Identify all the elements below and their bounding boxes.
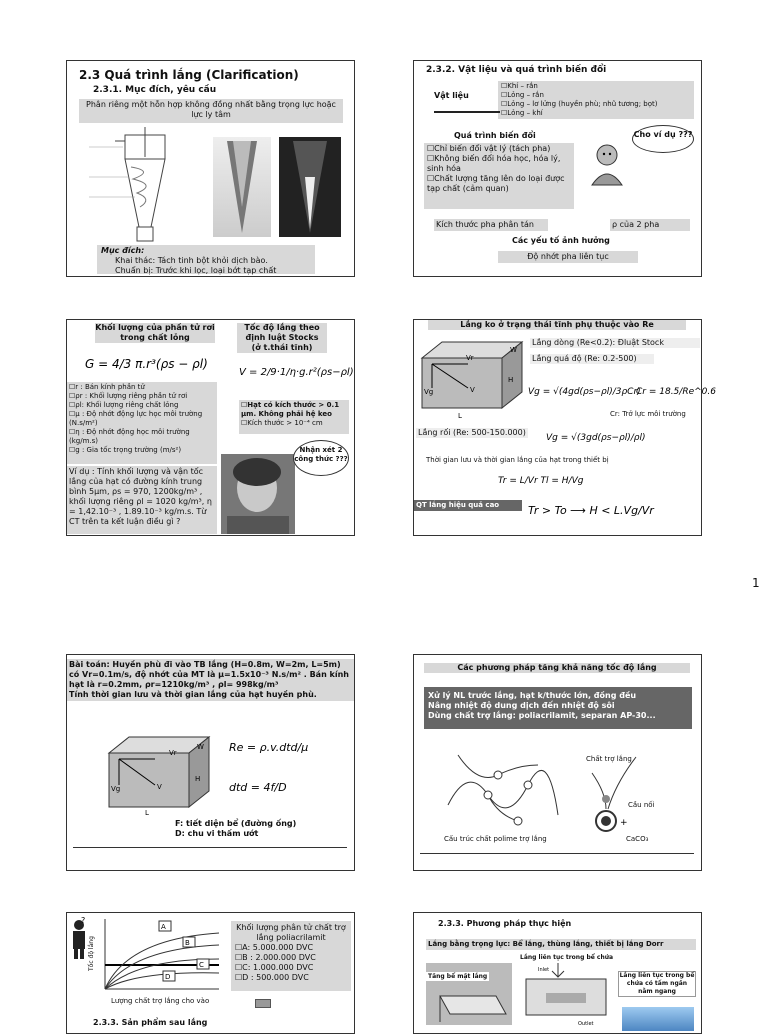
slide-4 <box>413 319 716 536</box>
note-d: D: chu vi thấm ướt <box>175 829 259 838</box>
slide-4-title: Lắng ko ở trạng thái tĩnh phụ thuộc vào Re <box>428 320 686 330</box>
continuous-tank-diagram <box>518 963 610 1029</box>
slide-5-rule <box>73 847 347 848</box>
svg-text:?: ? <box>81 916 86 925</box>
thinker-photo <box>221 454 295 534</box>
curve-label: D <box>165 973 171 981</box>
material-item: ☐ Lỏng – lơ lửng (huyền phù; nhũ tương; bọt) <box>501 100 691 109</box>
svg-text:L: L <box>145 809 149 817</box>
material-item: ☐ Lỏng – rắn <box>501 91 691 100</box>
inlet-label: Inlet <box>538 967 550 973</box>
problem-question: Tính thời gian lưu và thời gian lắng của hạt huyền phù. <box>69 690 317 699</box>
svg-text:Tr = L/Vr Tl = H/Vg: Tr = L/Vr Tl = H/Vg <box>498 476 584 486</box>
stokes-heading-text: Tốc độ lắng theo định luật Stocks <box>244 323 320 342</box>
efficiency-formula <box>524 496 694 526</box>
options-title: Khối lượng phân tử chất trợ lắng poliacrilamit <box>236 923 346 942</box>
condition-list <box>239 400 349 434</box>
process-list <box>424 143 574 209</box>
purpose-heading: Mục đích: <box>101 246 145 255</box>
svg-text:L: L <box>458 412 462 420</box>
compare-bubble: Nhận xét 2 công thức ??? <box>293 440 349 476</box>
slide-5 <box>66 654 355 871</box>
cyclone-diagram <box>85 127 197 247</box>
svg-text:Cr = 18.5/Re^0.6: Cr = 18.5/Re^0.6 <box>636 387 716 397</box>
curve-label: B <box>185 939 190 947</box>
slide-1 <box>66 60 355 277</box>
transition-regime: Lắng quá độ (Re: 0.2-500) <box>530 354 654 364</box>
caco3-label: CaCO₃ <box>626 835 649 843</box>
cr-note: Cr: Trở lực môi trường <box>610 410 686 418</box>
example-bubble: Cho ví dụ ??? <box>632 125 694 153</box>
aid-label: Chất trợ lắng <box>586 755 632 763</box>
slide-7 <box>66 912 355 1034</box>
svg-text:Re = ρ.v.dtd/μ: Re = ρ.v.dtd/μ <box>229 741 309 754</box>
svg-text:V = 2/9·1/η·g.r²(ρs−ρl): V = 2/9·1/η·g.r²(ρs−ρl) <box>239 367 354 378</box>
condition-item: ☐ Kích thước > 10⁻⁴ cm <box>241 419 347 428</box>
laminar-regime: Lắng dòng (Re<0.2): Đluật Stock <box>530 338 700 348</box>
slide-8 <box>413 912 702 1034</box>
process-label: Quá trình biến đổi <box>454 131 536 140</box>
mass-option: ☐ C: 1.000.000 DVC <box>235 963 347 973</box>
cone-photo-2 <box>279 137 341 237</box>
bridging-diagram <box>586 753 656 843</box>
slide-6 <box>413 654 702 871</box>
svg-text:Vg: Vg <box>111 785 121 793</box>
baffle-tank-label: Lắng liên tục trong bể chứa có tấm ngăn nằm ngang <box>619 972 695 995</box>
factor-size: Kích thước pha phân tán <box>434 219 548 231</box>
polymer-structure-label: Cấu trúc chất polime trợ lắng <box>444 835 547 843</box>
svg-text:Vr: Vr <box>466 354 474 362</box>
time-text: Thời gian lưu và thời gian lắng của hạt trong thiết bị <box>426 456 609 464</box>
factor-density: ρ của 2 pha <box>610 219 690 231</box>
turbulent-formula <box>544 424 694 450</box>
polymer-structure-diagram <box>438 745 568 831</box>
problem-text <box>67 659 354 701</box>
svg-text:V: V <box>157 783 162 791</box>
svg-text:Vg = √(3gd(ρs−ρl)/ρl): Vg = √(3gd(ρs−ρl)/ρl) <box>546 433 646 443</box>
cone-photo-1 <box>213 137 271 237</box>
slide-2-title: 2.3.2. Vật liệu và quá trình biến đổi <box>426 65 607 75</box>
thinking-person-illustration <box>582 141 632 187</box>
process-item: ☐ Không biến đổi hóa học, hóa lý, sinh hóa <box>427 154 571 174</box>
process-item: ☐ Chỉ biến đổi vật lý (tách pha) <box>427 144 571 154</box>
settling-tank-panel <box>426 963 512 1025</box>
example-text: Ví dụ : Tính khối lượng và vận tốc lắng của hạt có đường kính trung bình 5μm, ρs = 970, 1200kg/m³ , khối lượng riêng ρl = 1020 kg/m³, η = 1,42.10⁻³ , 1.89.10⁻³ kg/m.s. Từ CT trên ta kết luận điều gì ? <box>67 466 217 534</box>
reynolds-formula <box>227 733 347 813</box>
stokes-heading <box>237 323 327 353</box>
svg-text:W: W <box>510 346 517 354</box>
purpose-line-2: Chuẩn bị: Trước khi lọc, loại bớt tạp chất <box>115 266 277 275</box>
turbulent-regime: Lắng rối (Re: 500-150.000) <box>418 428 526 437</box>
mass-heading: Khối lượng của phần tử rơi trong chất lỏng <box>95 323 215 342</box>
curve-label: C <box>199 961 204 969</box>
condition-item: ☐ Hạt có kích thước > 0.1 μm. Không phải hệ keo <box>241 401 347 419</box>
mass-option: ☐ A: 5.000.000 DVC <box>235 943 347 953</box>
slide-6-rule <box>420 853 694 854</box>
svg-text:G = 4/3 π.r³(ρs − ρl): G = 4/3 π.r³(ρs − ρl) <box>85 357 208 371</box>
baffle-tank-image <box>622 1007 694 1031</box>
svg-text:V: V <box>470 386 475 394</box>
material-list <box>498 81 694 119</box>
settling-box-diagram-2 <box>105 733 217 815</box>
factor-viscosity: Độ nhớt pha liên tục <box>498 251 638 263</box>
qt-label: QT lắng hiệu quả cao <box>414 500 522 511</box>
svg-text:Vg = √(4gd(ρs−ρl)/3ρCr): Vg = √(4gd(ρs−ρl)/3ρCr) <box>528 387 641 397</box>
svg-text:dtd = 4f/D: dtd = 4f/D <box>229 781 287 794</box>
method-list <box>424 687 692 729</box>
mass-formula <box>81 350 231 378</box>
slide-2 <box>413 60 702 277</box>
process-item: ☐ Chất lượng tăng lên do loại được tạp chất (cảm quan) <box>427 174 571 194</box>
material-item: ☐ Khí – rắn <box>501 82 691 91</box>
method-line: Xử lý NL trước lắng, hạt k/thước lớn, đồng đều <box>428 691 637 700</box>
stokes-formula <box>237 358 353 384</box>
products-heading: 2.3.3. Sản phẩm sau lắng <box>93 1018 208 1027</box>
transition-formula <box>524 372 716 412</box>
mass-option: ☐ B : 2.000.000 DVC <box>235 953 347 963</box>
slide-8-title: 2.3.3. Phương pháp thực hiện <box>438 919 572 928</box>
svg-text:Tr > To ⟶ H < L.Vg/Vr: Tr > To ⟶ H < L.Vg/Vr <box>528 504 654 517</box>
method-line: Nâng nhiệt độ dung dịch đến nhiệt độ sôi <box>428 701 615 710</box>
settling-box-diagram <box>418 338 530 420</box>
mass-options-box <box>231 921 351 991</box>
continuous-tank-label: Lắng liên tục trong bể chứa <box>520 954 614 961</box>
slide-1-caption: Phân riêng một hỗn hợp không đồng nhất bằng trọng lực hoặc lực ly tâm <box>79 99 343 123</box>
purpose-box <box>97 245 315 274</box>
purpose-line-1: Khai thác: Tách tinh bột khỏi dịch bào. <box>115 256 268 265</box>
svg-text:Vr: Vr <box>169 749 177 757</box>
problem-statement: Bài toán: Huyền phù đi vào TB lắng (H=0.8m, W=2m, L=5m) có Vr=0.1m/s, độ nhớt của MT là μ=1.5x10⁻³ N.s/m² . Bán kính hạt là r=0.2mm, ρr=1210kg/m³ , ρl= 998kg/m³ <box>69 660 349 689</box>
mass-option: ☐ D : 500.000 DVC <box>235 973 347 983</box>
outlet-label: Outlet <box>578 1021 594 1027</box>
bridge-label: Cầu nối <box>628 801 655 809</box>
curve-label: A <box>161 923 166 931</box>
chart-y-label: Tốc độ lắng <box>88 936 95 971</box>
definition-list <box>67 382 217 464</box>
svg-text:+: + <box>620 818 628 828</box>
svg-text:H: H <box>508 376 514 384</box>
small-button-icon <box>255 999 271 1008</box>
method-line: Dùng chất trợ lắng: poliacrilamit, separan AP-30... <box>428 711 656 720</box>
slide-6-title: Các phương pháp tăng khả năng tốc độ lắng <box>424 663 690 673</box>
material-underline <box>434 111 500 113</box>
slide-3 <box>66 319 355 536</box>
page-number: 1 <box>752 576 760 590</box>
definition-item: ☐ η : Độ nhớt động học môi trường (kg/m.s) <box>69 428 215 446</box>
definition-item: ☐ μ : Độ nhớt động lực học môi trường (N.s/m²) <box>69 410 215 428</box>
stokes-heading-state: (ở t.thái tĩnh) <box>251 343 313 352</box>
definition-item: ☐ r : Bán kính phần tử <box>69 383 215 392</box>
definition-item: ☐ ρl: Khối lượng riêng chất lỏng <box>69 401 215 410</box>
note-f: F: tiết diện bể (đường ống) <box>175 819 297 828</box>
surface-label: Tăng bể mặt lắng <box>428 973 488 980</box>
settling-rate-chart <box>87 915 223 999</box>
svg-text:W: W <box>197 743 204 751</box>
svg-text:H: H <box>195 775 201 783</box>
definition-item: ☐ g : Gia tốc trọng trường (m/s²) <box>69 446 215 455</box>
factors-title: Các yếu tố ảnh hưởng <box>512 236 610 245</box>
svg-text:Vg: Vg <box>424 388 434 396</box>
material-item: ☐ Lỏng – khí <box>501 109 691 118</box>
material-label: Vật liệu <box>434 91 469 100</box>
slide-1-subtitle: 2.3.1. Mục đích, yêu cầu <box>93 85 217 95</box>
chart-x-label: Lượng chất trợ lắng cho vào <box>111 997 210 1005</box>
definition-item: ☐ ρr : Khối lượng riêng phần tử rơi <box>69 392 215 401</box>
slide-8-subtitle: Lắng bằng trọng lực: Bể lắng, thùng lắng, thiết bị lắng Dorr <box>426 939 696 950</box>
time-formula <box>494 466 664 494</box>
slide-1-title: 2.3 Quá trình lắng (Clarification) <box>79 68 299 82</box>
